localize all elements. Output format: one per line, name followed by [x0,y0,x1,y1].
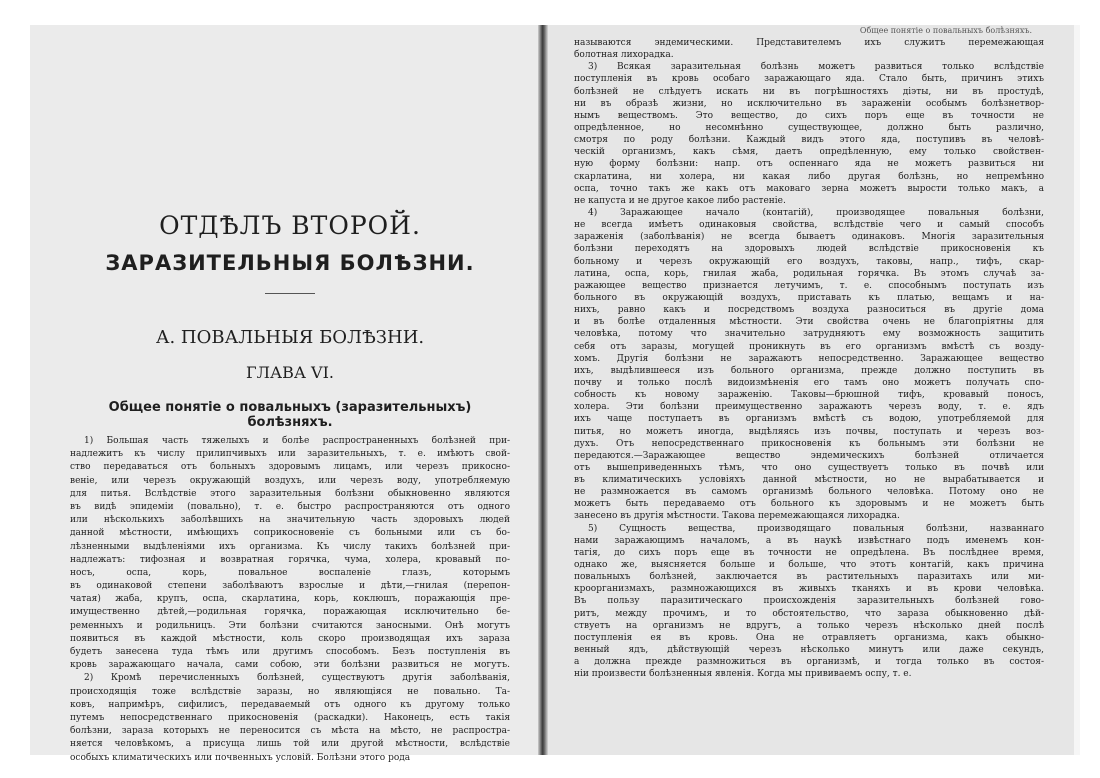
text-line: ство передаваться отъ больныхъ здоровымъ лицамъ, или черезъ прикосно- [70,462,510,473]
text-line: чатая) жаба, крупъ, оспа, скарлатина, корь, коклюшъ, поражающія пре- [70,594,510,605]
text-line: называются эндемическими. Представителемъ ихъ служитъ перемежающая [574,38,1044,48]
text-line: болотная лихорадка. [574,50,674,61]
text-line: ную форму болѣзни: напр. отъ оспеннаго яда не можетъ развиться ни [574,159,1044,170]
text-line: отъ вышеприведенныхъ тѣмъ, что оно существуетъ только въ почвѣ или [574,462,1044,473]
text-line: 3) Всякая заразительная болѣзнь можетъ развиться только вслѣдствіе [588,62,1044,73]
text-line: оспа, точно такъ же какъ отъ маковаго зерна можетъ вырости только макъ, а [574,183,1044,194]
text-line: поступленія въ кровь особаго заражающаго яда. Стало быть, причинъ этихъ [574,74,1044,85]
text-line: надлежитъ къ числу прилипчивыхъ или заразительныхъ, т. е. имѣютъ свой- [70,449,510,460]
text-line: опредѣленное, но несомнѣнно существующее, должно быть различно, [574,122,1044,133]
text-line: можетъ быть передаваемо отъ больного къ здоровымъ и не можетъ быть [574,499,1044,510]
text-line: почву и только послѣ видоизмѣненія его тамъ оно можетъ получать спо- [574,377,1044,388]
text-line: имущественно дѣтей,—родильная горячка, поражающая исключительно бе- [70,607,510,618]
text-line: няется человѣкомъ, а присуща лишь той или другой мѣстности, вслѣдствіе [70,739,510,750]
text-line: или нѣсколькихъ заболѣвшихъ на значительную часть здоровыхъ людей [70,515,510,526]
text-line: болѣзней не слѣдуетъ искать ни въ погрѣшностяхъ діэты, ни въ простудѣ, [574,86,1044,97]
text-line: нами заражающимъ началомъ, а въ наукѣ извѣстнаго подъ именемъ кон- [574,535,1044,546]
text-line: для питья. Вслѣдствіе этого заразительныя болѣзни обыкновенно являются [70,488,510,499]
text-line: не всегда имѣетъ одинаковыя свойства, вслѣдствіе чего и самый способъ [574,220,1044,231]
text-line: ихъ, выдѣлившееся изъ больного организма, прежде должно поступить въ [574,365,1044,376]
text-line: болѣзни, зараза которыхъ не переносится съ мѣста на мѣсто, не распростра- [70,726,510,737]
text-line: ковъ, напримѣръ, сифилисъ, передаваемый отъ одного къ другому только [70,699,510,710]
text-line: и въ болѣе отдаленныя мѣстности. Эти свойства очень не благопріятны для [574,317,1044,328]
book-spread [30,25,1080,763]
text-line: кроорганизмахъ, размножающихся въ живыхъ тканяхъ и въ крови человѣка. [574,584,1044,595]
text-line: носъ, оспа, корь, повальное воспаленіе глазъ, которымъ [70,567,510,578]
section-title: А. ПОВАЛЬНЫЯ БОЛѢЗНИ. [155,327,425,348]
text-line: въ климатическихъ условіяхъ данной мѣстности, но не вырабатывается и [574,475,1044,486]
text-line: ческій организмъ, какъ сѣмя, даетъ опредѣленную, ему только свойствен- [574,147,1044,158]
text-line: 2) Кромѣ перечисленныхъ болѣзней, существуютъ другія заболѣванія, [84,673,510,684]
text-line: хомъ. Другія болѣзни не заражаютъ непосредственно. Заражающее вещество [574,353,1044,364]
subject-title: ЗАРАЗИТЕЛЬНЫЯ БОЛѢЗНИ. [105,251,475,275]
text-line: происходящія тоже вслѣдствіе заразы, но являющіяся не повально. Та- [70,686,510,697]
text-line: больному и черезъ окружающій его воздухъ, таковы, напр., тифъ, скар- [574,256,1044,267]
text-line: духъ. Отъ непосредственнаго прикосновенія къ больнымъ эти болѣзни не [574,438,1044,449]
text-line: въ одинаковой степени заболѣваютъ взрослые и дѣти,—гнилая (перепон- [70,581,510,592]
left-page [30,25,542,763]
text-line: поступленія ея въ кровь. Она не отравляетъ организма, какъ обыкно- [574,632,1044,643]
text-line: ни въ образѣ жизни, но исключительно въ зараженіи особымъ болѣзнетвор- [574,98,1044,109]
chapter-title: ГЛАВА VI. [246,363,334,382]
left-page-content [70,25,510,763]
right-body-text [574,37,1044,680]
text-line: не капуста и не другое какое либо растеніе. [574,195,786,206]
text-line: ніи произвести болѣзненныя явленія. Когда мы прививаемъ оспу, т. е. [574,669,912,680]
right-page [542,25,1080,755]
text-line: ритъ, между прочимъ, и то обстоятельство, что зараза обыкновенно дѣй- [574,608,1044,619]
text-line: данной мѣстности, имѣющихъ соприкосновеніе съ больными или съ бо- [70,528,510,539]
text-line: нихъ, равно какъ и посредствомъ воздуха разноситься въ другіе дома [574,305,1044,316]
text-line: передаются.—Заражающее вещество эндемическихъ болѣзней отличается [574,450,1044,461]
text-line: питья, но можетъ иногда, выдѣляясь изъ почвы, поступать и черезъ воз- [574,426,1044,437]
text-line: путемъ непосредственнаго прикосновенія (раскадки). Наконецъ, есть такія [70,712,510,723]
text-line: тагія, до сихъ поръ еще въ точности не опредѣлена. Въ послѣднее время, [574,547,1044,558]
text-line: ременныхъ и родильницъ. Эти болѣзни считаются заносными. Онѣ могутъ [70,620,510,631]
text-line: 4) Заражающее начало (контагій), производящее повальныя болѣзни, [588,207,1044,218]
text-line: повальныхъ болѣзней, заключается въ растительныхъ паразитахъ или ми- [574,572,1044,583]
text-line: венный ядъ, дѣйствующій черезъ нѣсколько минутъ или даже секундъ, [574,645,1044,656]
text-line: латина, оспа, корь, гнилая жаба, родильная горячка. Въ этомъ случаѣ за- [574,268,1044,279]
text-line: а должна прежде размножиться въ организмѣ, и тогда только въ состоя- [574,657,1044,668]
text-line: человѣка, потому что значительно затрудняютъ ему возможность защитить [574,329,1044,340]
running-header: Общее понятіе о повальныхъ болѣзняхъ. [859,26,1032,35]
chapter-heading: Общее понятіе о повальныхъ (заразительныхъ) болѣзняхъ. [108,400,472,430]
text-line: больного въ окружающій воздухъ, приставать къ платью, вещамъ и на- [574,292,1044,303]
text-line: не размножается въ самомъ организмѣ больного человѣка. Потому оно не [574,487,1044,498]
text-line: занесено въ другія мѣстности. Такова перемежающаяся лихорадка. [574,511,900,522]
text-line: однако же, выясняется больше и больше, что этотъ контагій, какъ причина [574,560,1044,571]
text-line: появиться въ каждой мѣстности, коль скоро производящая ихъ зараза [70,633,510,644]
text-line: ствуетъ на организмъ не вдругъ, а только черезъ нѣсколько дней послѣ [574,620,1044,631]
page-edge [1074,25,1080,755]
text-line: скарлатина, ни холера, ни какая либо другая болѣзнь, но непремѣнно [574,171,1044,182]
text-line: себя отъ заразы, могущей проникнуть въ его организмъ вмѣстѣ съ возду- [574,341,1044,352]
text-line: надлежатъ: тифозная и возвратная горячка, чума, холера, кровавый по- [70,554,510,565]
text-line: болѣзни переходятъ на здоровыхъ людей вслѣдствіе прикосновенія къ [574,244,1044,255]
text-line: лѣзненными выдѣленіями ихъ организма. Къ числу такихъ болѣзней при- [70,541,510,552]
text-line: Въ пользу паразитическаго происхожденія заразительныхъ болѣзней гово- [574,596,1044,607]
text-line: въ видѣ эпидеміи (повально), т. е. быстро распространяются отъ одного [70,501,510,512]
book-gutter [538,25,548,755]
text-line: 5) Сущность вещества, производящаго повальныя болѣзни, названнаго [588,523,1044,534]
text-line: особыхъ климатическихъ или почвенныхъ условій. Болѣзни этого рода [70,752,411,763]
title-divider [265,293,315,294]
text-line: смотря по роду болѣзни. Каждый видъ этого яда, поступивъ въ человѣ- [574,135,1044,146]
text-line: веніе, или черезъ окружающій воздухъ, или черезъ воду, употребляемую [70,475,510,486]
text-line: ражающее вещество признается летучимъ, т. е. способнымъ поступать изъ [574,280,1044,291]
part-title: ОТДѢЛЪ ВТОРОЙ. [159,211,421,240]
text-line: 1) Большая часть тяжелыхъ и болѣе распространенныхъ болѣзней при- [84,436,510,446]
text-line: кровь заражающаго начала, сами собою, эти болѣзни развиться не могутъ. [70,660,510,671]
text-line: зараженія (заболѣванія) не всегда бываетъ одинаковъ. Многія заразительныя [574,232,1044,243]
left-body-text [70,435,510,765]
text-line: нымъ веществомъ. Это вещество, до сихъ поръ еще въ точности не [574,110,1044,121]
text-line: ихъ чаще поступаетъ въ организмъ вмѣстѣ съ водою, употребляемой для [574,414,1044,425]
text-line: будетъ занесена туда тѣмъ или другимъ способомъ. Безъ поступленія въ [70,647,510,657]
text-line: собность къ новому зараженію. Таковы—брюшной тифъ, кровавый поносъ, [574,390,1044,401]
text-line: холера. Эти болѣзни преимущественно заражаютъ черезъ воду, т. е. ядъ [574,402,1044,413]
